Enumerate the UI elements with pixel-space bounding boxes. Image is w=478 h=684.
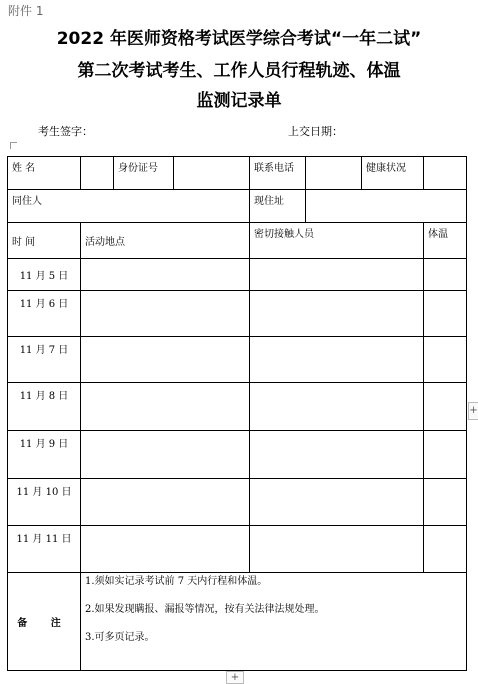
name-field[interactable] xyxy=(81,157,114,190)
cohabitant-label: 同住人 xyxy=(8,190,250,223)
place-field[interactable] xyxy=(81,337,250,383)
date-cell: 11 月 9 日 xyxy=(8,431,81,479)
contact-field[interactable] xyxy=(250,291,424,337)
table-row xyxy=(8,157,467,190)
table-row xyxy=(8,259,467,291)
contact-field[interactable] xyxy=(250,479,424,526)
temp-field[interactable] xyxy=(424,526,467,573)
temp-field[interactable] xyxy=(424,383,467,431)
place-field[interactable] xyxy=(81,259,250,291)
table-row xyxy=(8,431,467,479)
note-item: 2.如果发现瞒报、漏报等情况，按有关法律法规处理。 xyxy=(85,604,325,615)
date-cell: 11 月 7 日 xyxy=(8,337,81,383)
signature-label: 考生签字： xyxy=(38,125,93,138)
title-line-1: 2022 年医师资格考试医学综合考试“一年二试” xyxy=(56,29,422,49)
table-row xyxy=(8,291,467,337)
date-cell: 11 月 11 日 xyxy=(8,526,81,573)
contact-field[interactable] xyxy=(250,431,424,479)
submit-date-label: 上交日期： xyxy=(288,125,343,138)
attachment-label: 附件 1 xyxy=(8,4,44,18)
temp-field[interactable] xyxy=(424,337,467,383)
phone-label: 联系电话 xyxy=(250,157,306,190)
name-label: 姓 名 xyxy=(8,157,81,190)
table-row xyxy=(8,573,467,671)
notes-label: 备 注 xyxy=(8,573,81,671)
temp-field[interactable] xyxy=(424,431,467,479)
date-cell: 11 月 5 日 xyxy=(8,259,81,291)
note-item: 3.可多页记录。 xyxy=(85,632,155,643)
contact-field[interactable] xyxy=(250,383,424,431)
contact-label: 密切接触人员 xyxy=(250,223,424,259)
phone-field[interactable] xyxy=(306,157,362,190)
title-line-2: 第二次考试考生、工作人员行程轨迹、体温 xyxy=(77,61,401,81)
table-row xyxy=(8,190,467,223)
record-table xyxy=(7,156,467,671)
place-label: 活动地点 xyxy=(81,223,250,259)
notes-cell xyxy=(81,573,467,671)
table-row xyxy=(8,479,467,526)
table-row xyxy=(8,223,467,259)
contact-field[interactable] xyxy=(250,337,424,383)
place-field[interactable] xyxy=(81,383,250,431)
table-row xyxy=(8,526,467,573)
place-field[interactable] xyxy=(81,291,250,337)
place-field[interactable] xyxy=(81,431,250,479)
contact-field[interactable] xyxy=(250,259,424,291)
time-label: 时 间 xyxy=(8,223,81,259)
id-field[interactable] xyxy=(174,157,250,190)
temp-field[interactable] xyxy=(424,479,467,526)
temp-field[interactable] xyxy=(424,291,467,337)
table-row xyxy=(8,383,467,431)
place-field[interactable] xyxy=(81,479,250,526)
date-cell: 11 月 6 日 xyxy=(8,291,81,337)
place-field[interactable] xyxy=(81,526,250,573)
table-anchor-icon xyxy=(10,142,17,149)
title-line-3: 监测记录单 xyxy=(196,91,282,111)
date-cell: 11 月 10 日 xyxy=(8,479,81,526)
temp-label: 体温 xyxy=(424,223,467,259)
add-row-icon[interactable]: + xyxy=(226,671,244,684)
health-field[interactable] xyxy=(424,157,467,190)
address-field[interactable] xyxy=(306,190,467,223)
contact-field[interactable] xyxy=(250,526,424,573)
temp-field[interactable] xyxy=(424,259,467,291)
id-label: 身份证号 xyxy=(114,157,174,190)
health-label: 健康状况 xyxy=(362,157,424,190)
address-label: 现住址 xyxy=(250,190,306,223)
add-column-icon[interactable]: + xyxy=(468,402,478,420)
table-row xyxy=(8,337,467,383)
date-cell: 11 月 8 日 xyxy=(8,383,81,431)
note-item: 1.须如实记录考试前 7 天内行程和体温。 xyxy=(85,576,268,587)
